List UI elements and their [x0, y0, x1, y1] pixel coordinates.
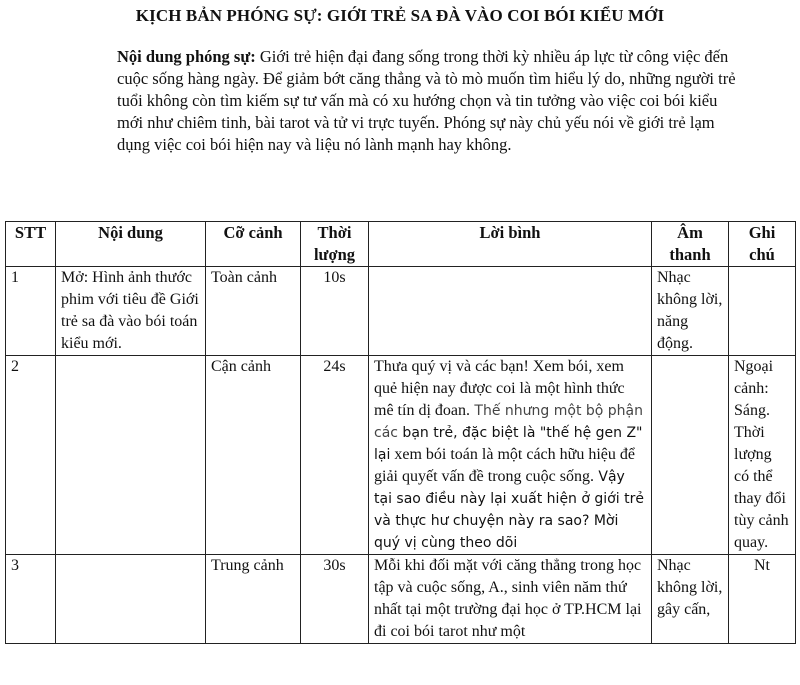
cell-sound: Nhạc không lời, năng động.: [652, 267, 729, 356]
cell-sound: [652, 356, 729, 555]
narration-part: Thế nhưng một bộ phận các: [374, 403, 644, 441]
cell-shot: Cận cảnh: [206, 356, 301, 555]
table-row: [6, 267, 796, 356]
header-sound: Âm thanh: [652, 222, 729, 267]
cell-shot: Trung cảnh: [206, 555, 301, 644]
cell-shot: Toàn cảnh: [206, 267, 301, 356]
cell-note: [729, 267, 796, 356]
header-narration: Lời bình: [369, 222, 652, 267]
script-table: [5, 221, 796, 644]
header-content: Nội dung: [56, 222, 206, 267]
intro-paragraph: [117, 46, 737, 156]
cell-duration: 30s: [301, 555, 369, 644]
cell-sound: Nhạc không lời, gây cấn,: [652, 555, 729, 644]
table-row: [6, 356, 796, 555]
intro-text: Giới trẻ hiện đại đang sống trong thời kỳ nhiều áp lực từ công việc đến cuộc sống hàng ngày. Để giảm bớt căng thẳng và tò mò muốn tìm hiểu lý do, những người trẻ tuổi không còn tìm kiếm sự tư vấn mà có xu hướng chọn và tin tưởng vào việc coi bói kiểu mới như chiêm tinh, bài tarot và tử vi trực tuyến. Phóng sự này chủ yếu nói về giới trẻ lạm dụng việc coi bói hiện nay và liệu nó lành mạnh hay không.: [117, 47, 736, 154]
table-row: [6, 555, 796, 644]
header-shot: Cỡ cảnh: [206, 222, 301, 267]
narration-part: Thưa quý vị và các bạn! Xem bói, xem quẻ hiện nay được coi là một hình thức mê tín dị đoan.: [374, 358, 625, 419]
cell-narration: [369, 356, 652, 555]
cell-stt: 1: [6, 267, 56, 356]
cell-content: Mở: Hình ảnh thước phim với tiêu đề Giới trẻ sa đà vào bói toán kiểu mới.: [56, 267, 206, 356]
narration-part: bạn trẻ, đặc biệt là "thế hệ gen Z" lại: [374, 425, 643, 463]
cell-duration: 24s: [301, 356, 369, 555]
cell-content: [56, 555, 206, 644]
document-title: KỊCH BẢN PHÓNG SỰ: GIỚI TRẺ SA ĐÀ VÀO COI BÓI KIỂU MỚI: [135, 6, 665, 25]
narration-part: xem bói toán là một cách hữu hiệu để giải quyết vấn đề trong cuộc sống.: [374, 446, 635, 485]
cell-note: Nt: [729, 555, 796, 644]
cell-duration: 10s: [301, 267, 369, 356]
narration-part: Vậy tại sao điều này lại xuất hiện ở giới trẻ và thực hư chuyện này ra sao? Mời quý vị cùng theo dõi: [374, 469, 644, 551]
cell-note: Ngoại cảnh: Sáng. Thời lượng có thể thay đổi tùy cảnh quay.: [729, 356, 796, 555]
intro-label: Nội dung phóng sự:: [117, 47, 256, 66]
cell-narration: Mỗi khi đối mặt với căng thẳng trong học tập và cuộc sống, A., sinh viên năm thứ nhất tại một trường đại học ở TP.HCM lại đi coi bói tarot như một: [369, 555, 652, 644]
header-duration: Thời lượng: [301, 222, 369, 267]
header-note: Ghi chú: [729, 222, 796, 267]
cell-stt: 2: [6, 356, 56, 555]
cell-stt: 3: [6, 555, 56, 644]
table-header-row: [6, 222, 796, 267]
cell-narration: [369, 267, 652, 356]
header-stt: STT: [6, 222, 56, 267]
cell-content: [56, 356, 206, 555]
